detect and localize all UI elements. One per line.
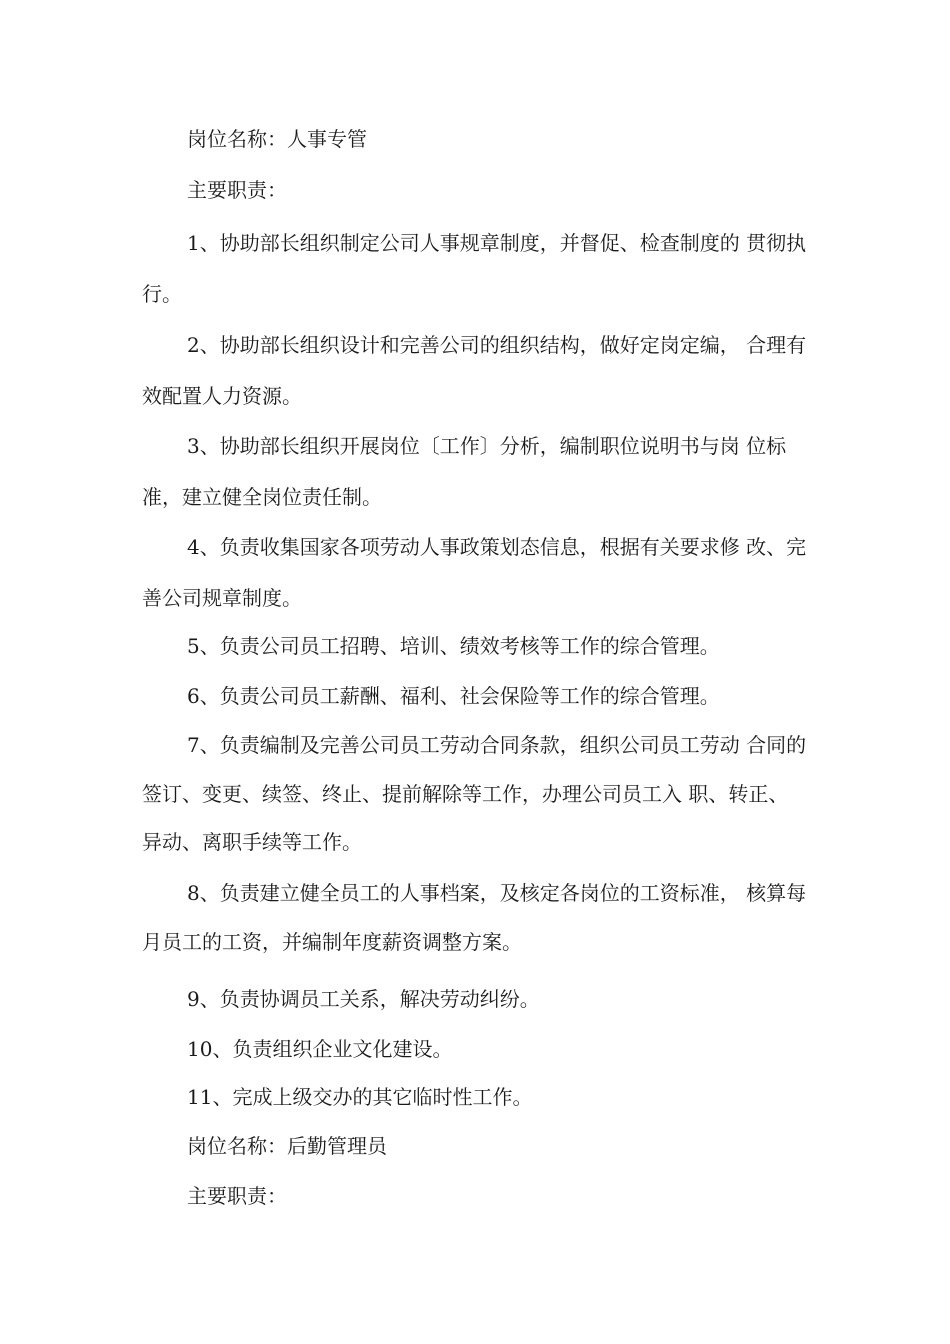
duty-item-3-line-1: 3、协助部长组织开展岗位〔工作〕分析，编制职位说明书与岗 位标 [187, 434, 787, 458]
duty-item-1-line-1: 1、协助部长组织制定公司人事规章制度，并督促、检查制度的 贯彻执 [187, 231, 807, 255]
duty-item-1-line-2: 行。 [142, 282, 182, 306]
duty-item-4-line-2: 善公司规章制度。 [142, 586, 302, 610]
duty-item-10: 10、负责组织企业文化建设。 [187, 1037, 453, 1061]
duty-item-7-line-1: 7、负责编制及完善公司员工劳动合同条款，组织公司员工劳动 合同的 [187, 733, 807, 757]
duty-item-9: 9、负责协调员工关系，解决劳动纠纷。 [187, 987, 540, 1011]
duty-item-2-line-2: 效配置人力资源。 [142, 384, 302, 408]
duty-item-6: 6、负责公司员工薪酬、福利、社会保险等工作的综合管理。 [187, 684, 720, 708]
job-title-hr: 岗位名称：人事专管 [187, 127, 367, 151]
duty-item-3-line-2: 准，建立健全岗位责任制。 [142, 485, 382, 509]
duty-item-4-line-1: 4、负责收集国家各项劳动人事政策划态信息，根据有关要求修 改、完 [187, 535, 807, 559]
duties-heading-hr: 主要职责： [187, 178, 287, 202]
duty-item-2-line-1: 2、协助部长组织设计和完善公司的组织结构，做好定岗定编， 合理有 [187, 333, 807, 357]
duty-item-8-line-2: 月员工的工资，并编制年度薪资调整方案。 [142, 930, 522, 954]
duty-item-11: 11、完成上级交办的其它临时性工作。 [187, 1085, 533, 1109]
duty-item-8-line-1: 8、负责建立健全员工的人事档案，及核定各岗位的工资标准， 核算每 [187, 881, 807, 905]
duty-item-7-line-3: 异动、离职手续等工作。 [142, 830, 362, 854]
job-title-logistics: 岗位名称：后勤管理员 [187, 1134, 387, 1158]
duties-heading-logistics: 主要职责： [187, 1184, 287, 1208]
duty-item-7-line-2: 签订、变更、续签、终止、提前解除等工作，办理公司员工入 职、转正、 [142, 782, 789, 806]
duty-item-5: 5、负责公司员工招聘、培训、绩效考核等工作的综合管理。 [187, 634, 720, 658]
